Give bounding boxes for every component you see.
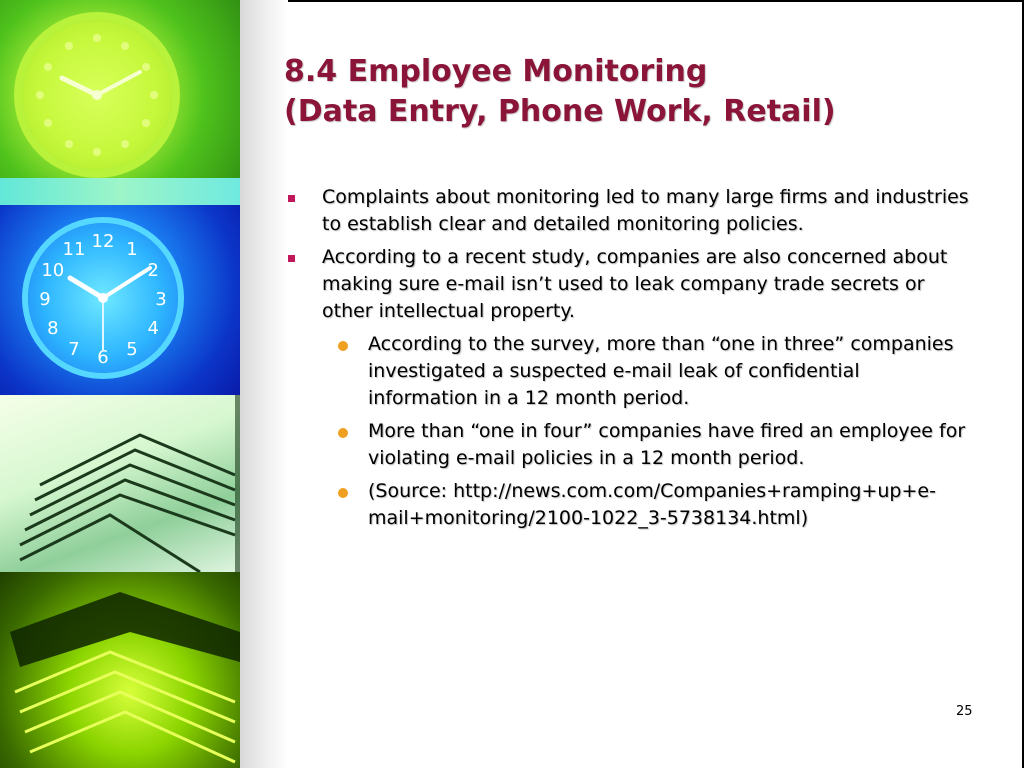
- sub-bullet-item: [284, 478, 974, 532]
- sub-bullet-item: [284, 418, 974, 472]
- blue-clock-image: [0, 205, 240, 395]
- sub-bullet-text: More than “one in four” companies have fired an employee for violating e-mail policies in a 12 month period.: [368, 420, 966, 469]
- green-clock-image: [0, 0, 240, 205]
- green-clock: [22, 20, 172, 170]
- clock-numeral: 12: [91, 231, 115, 252]
- bullet-item: [284, 184, 974, 238]
- square-bullet-icon: [288, 195, 295, 202]
- clock-numeral: 7: [68, 339, 80, 361]
- circle-bullet-icon: [338, 428, 348, 438]
- bullet-text: According to a recent study, companies are also concerned about making sure e-mail isn’t used to leak company trade secrets or other intellectual property.: [322, 246, 948, 322]
- clock-numeral: 8: [47, 318, 59, 339]
- sub-bullet-text: (Source: http://news.com.com/Companies+ramping+up+e-mail+monitoring/2100-1022_3-5738134.html): [368, 480, 936, 529]
- page-number: 25: [956, 704, 973, 719]
- sub-bullet-item: [284, 331, 974, 412]
- bullet-text: Complaints about monitoring led to many large firms and industries to establish clear and detailed monitoring policies.: [322, 186, 969, 235]
- slide-title: [284, 52, 836, 132]
- strip-shadow: [240, 0, 288, 768]
- square-bullet-icon: [288, 255, 295, 262]
- slide-title-line-1: 8.4 Employee Monitoring: [284, 54, 708, 89]
- clock-numeral: 2: [147, 260, 159, 281]
- slide-title-line-2: (Data Entry, Phone Work, Retail): [284, 94, 836, 129]
- clock-numeral: 9: [39, 289, 51, 310]
- clock-numeral: 1: [126, 238, 138, 260]
- clock-numeral: 11: [62, 238, 86, 260]
- clock-numeral: 3: [155, 289, 167, 310]
- clock-numeral: 4: [147, 318, 159, 339]
- color-band: [0, 178, 240, 205]
- circle-bullet-icon: [338, 341, 348, 351]
- blue-clock: [28, 223, 178, 373]
- sub-bullet-text: According to the survey, more than “one in three” companies investigated a suspected e-mail leak of confidential information in a 12 month period.: [368, 333, 954, 409]
- green-papers-image: [0, 572, 240, 768]
- circle-bullet-icon: [338, 488, 348, 498]
- clock-numeral: 6: [97, 347, 109, 368]
- slide-body: [284, 184, 974, 538]
- clock-numeral: 5: [126, 339, 138, 361]
- papers-image: [0, 395, 240, 572]
- clock-numeral: 10: [41, 260, 65, 281]
- decorative-image-strip: [0, 0, 240, 768]
- bullet-item: [284, 244, 974, 325]
